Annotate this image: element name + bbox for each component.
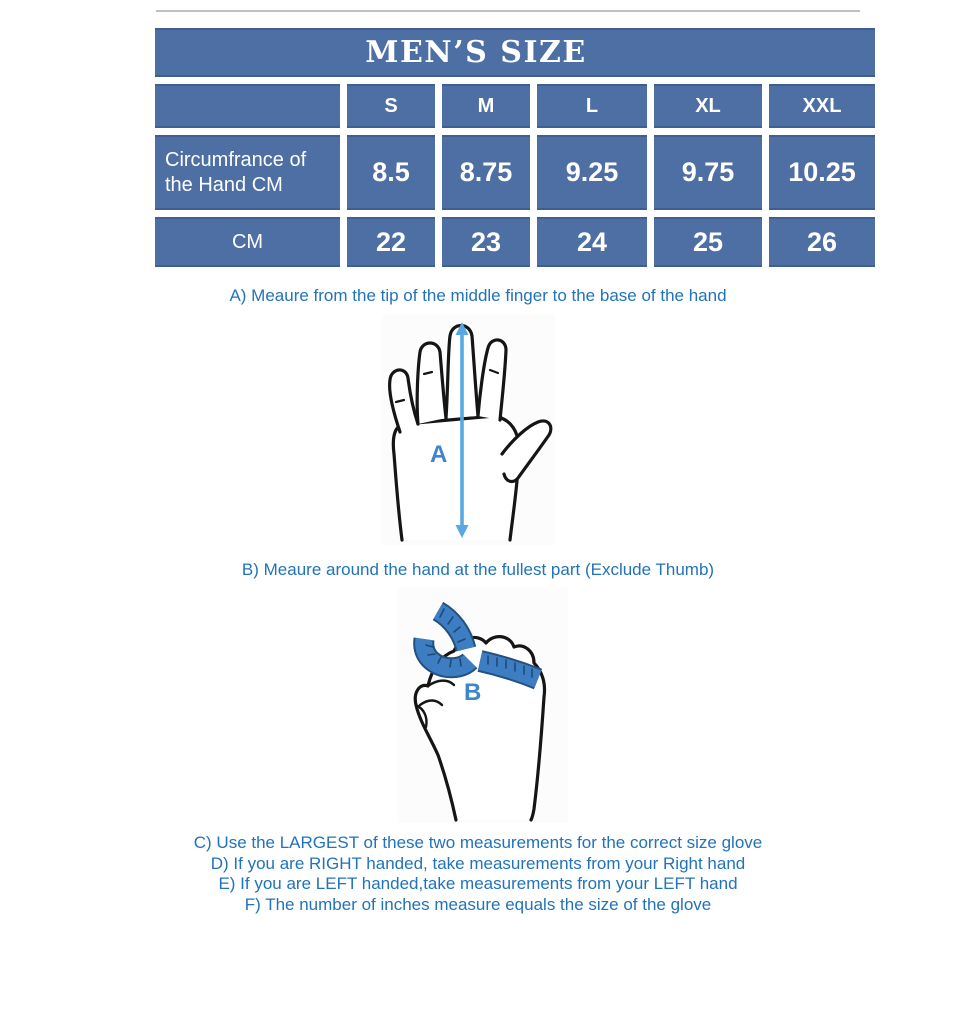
circumference-value-m: 8.75 — [442, 135, 530, 210]
circumference-value-xxl: 10.25 — [769, 135, 875, 210]
header-cell-m: M — [442, 84, 530, 128]
fist-measure-diagram — [398, 587, 568, 823]
circumference-value-xl: 9.75 — [654, 135, 762, 210]
fist-illustration — [398, 587, 568, 823]
header-cell-s: S — [347, 84, 435, 128]
cm-value-xl: 25 — [654, 217, 762, 267]
row-label-circumference: Circumfrance of the Hand CM — [155, 135, 340, 210]
diagram-a-letter: A — [430, 441, 448, 468]
diagram-b-letter: B — [464, 679, 482, 706]
circumference-value-l: 9.25 — [537, 135, 647, 210]
mens-size-table — [155, 28, 875, 267]
cm-value-m: 23 — [442, 217, 530, 267]
palm-outline — [393, 416, 518, 540]
instruction-d: D) If you are RIGHT handed, take measurements from your Right hand — [210, 853, 746, 873]
cm-value-xxl: 26 — [769, 217, 875, 267]
cm-value-s: 22 — [347, 217, 435, 267]
index-finger — [478, 340, 506, 420]
open-hand-measure-diagram — [382, 314, 555, 545]
circumference-value-s: 8.5 — [347, 135, 435, 210]
instruction-f: F) The number of inches measure equals the size of the glove — [244, 894, 712, 914]
top-hairline — [156, 10, 860, 12]
instruction-c: C) Use the LARGEST of these two measurements for the correct size glove — [193, 833, 763, 852]
open-hand-illustration — [382, 314, 555, 545]
row-label-cm: CM — [155, 217, 340, 267]
header-cell-empty — [155, 84, 340, 128]
header-cell-xxl: XXL — [769, 84, 875, 128]
header-cell-xl: XL — [654, 84, 762, 128]
instruction-notes — [0, 833, 956, 915]
instruction-a: A) Meaure from the tip of the middle finger to the base of the hand — [229, 286, 727, 305]
table-title: MEN’S SIZE — [155, 28, 875, 77]
header-cell-l: L — [537, 84, 647, 128]
cm-value-l: 24 — [537, 217, 647, 267]
instruction-e: E) If you are LEFT handed,take measurements from your LEFT hand — [218, 874, 738, 893]
ring-finger — [417, 343, 446, 424]
instruction-b: B) Meaure around the hand at the fullest part (Exclude Thumb) — [241, 560, 715, 579]
